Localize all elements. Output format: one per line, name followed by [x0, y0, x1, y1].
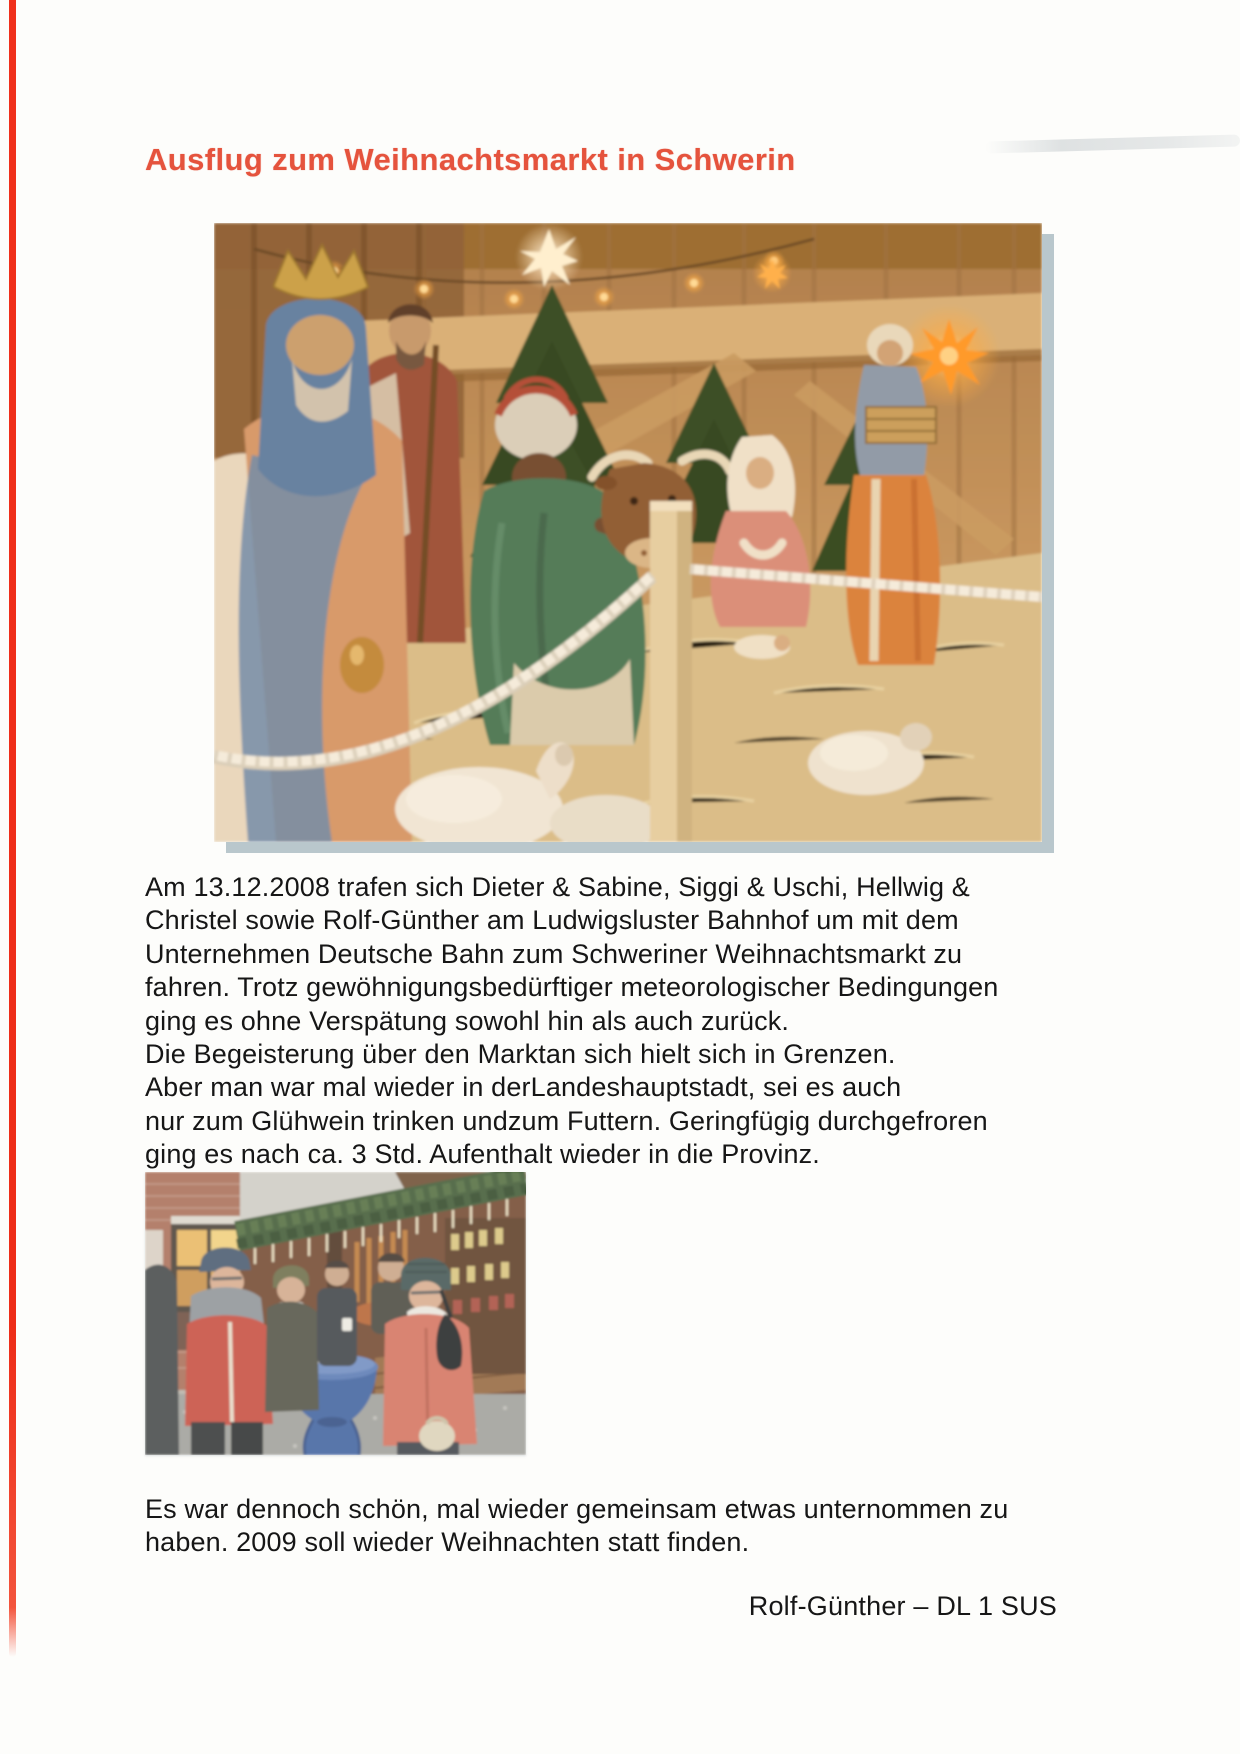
text-line: nur zum Glühwein trinken undzum Futtern. Geringfügig durchgefroren	[145, 1105, 988, 1136]
nativity-scene-illustration	[214, 223, 1042, 842]
text-line: fahren. Trotz gewöhnigungsbedürftiger meteorologischer Bedingungen	[145, 972, 999, 1003]
text-line: Die Begeisterung über den Marktan sich hielt sich in Grenzen.	[145, 1039, 896, 1070]
scan-smudge	[985, 134, 1240, 153]
nativity-scene-photo	[214, 223, 1042, 842]
text-line: Es war dennoch schön, mal wieder gemeinsam etwas unternommen zu	[145, 1494, 1009, 1524]
text-line: ging es ohne Verspätung sowohl hin als auch zurück.	[145, 1005, 790, 1036]
text-line: Unternehmen Deutsche Bahn zum Schweriner Weihnachtsmarkt zu	[145, 938, 963, 969]
signature: Rolf-Günther – DL 1 SUS	[748, 1591, 1057, 1621]
christmas-market-illustration	[145, 1172, 526, 1455]
text-line: Christel sowie Rolf-Günther am Ludwigsluster Bahnhof um mit dem	[145, 905, 959, 936]
text-line: Aber man war mal wieder in derLandeshauptstadt, sei es auch	[145, 1072, 902, 1103]
text-line: ging es nach ca. 3 Std. Aufenthalt wieder in die Provinz.	[145, 1139, 820, 1170]
page-title: Ausflug zum Weihnachtsmarkt in Schwerin	[145, 142, 796, 177]
text-line: haben. 2009 soll wieder Weihnachten statt finden.	[145, 1527, 750, 1558]
closing-paragraph	[145, 1493, 1105, 1560]
christmas-market-photo	[145, 1172, 526, 1455]
trip-report-paragraph	[145, 871, 1105, 1172]
scanner-artifact-line	[9, 0, 16, 1657]
text-line: Am 13.12.2008 trafen sich Dieter & Sabine, Siggi & Uschi, Hellwig &	[145, 872, 970, 902]
